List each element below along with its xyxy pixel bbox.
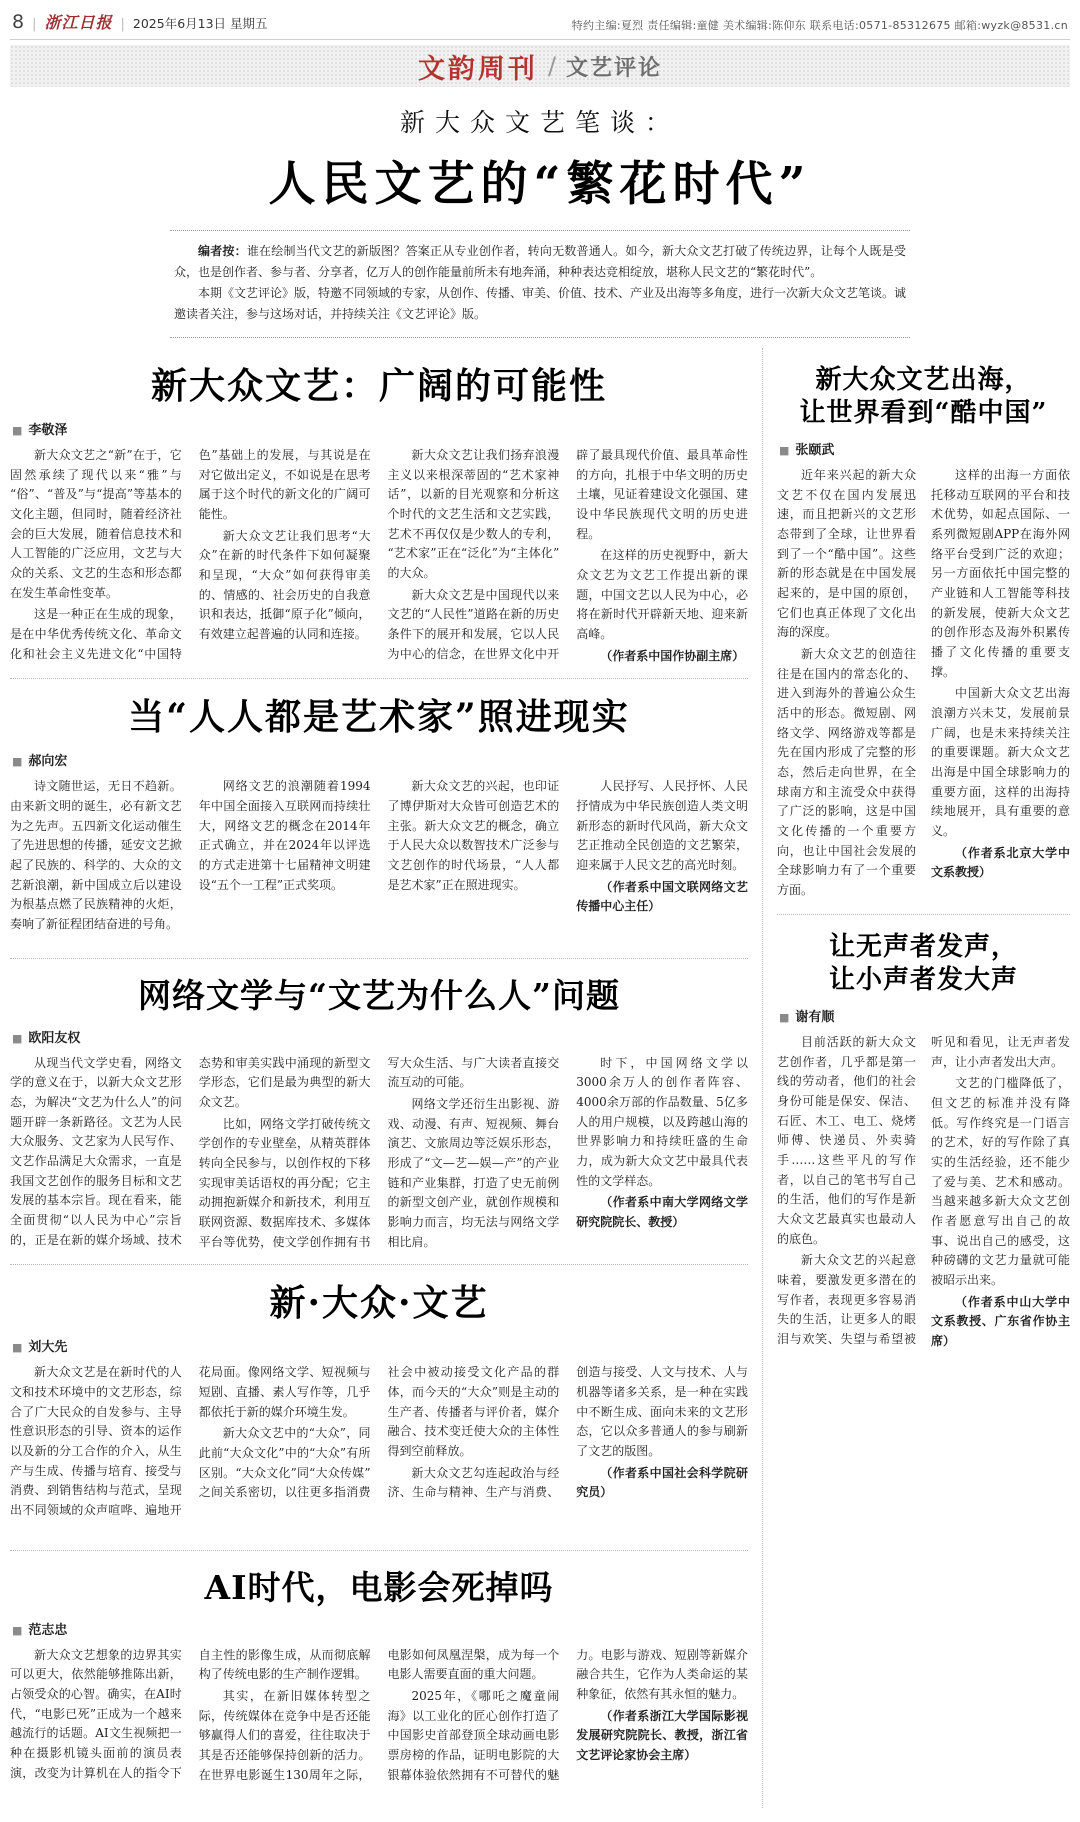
weekly-title: 文韵周刊 — [417, 53, 538, 85]
main-content — [10, 348, 1070, 1808]
editor-note-p2: 本期《文艺评论》版，特邀不同领域的专家，从创作、传播、审美、价值、技术、产业及出海等多角度，进行一次新大众文艺笔谈。诚邀读者关注，参与这场对话，并持续关注《文艺评论》版。 — [174, 286, 907, 321]
author-name: 谢有顺 — [795, 1010, 835, 1025]
left-region — [10, 348, 762, 1808]
article-byline — [12, 750, 748, 769]
staff-line: 特约主编:夏烈 责任编辑:童健 美术编辑:陈仰东 联系电话:0571-85312675 邮箱:wyzk@8531.cn — [571, 19, 1068, 32]
banner-slash: / — [547, 52, 557, 80]
article-title: 网络文学与“文艺为什么人”问题 — [138, 976, 620, 1016]
author-attribution: （作者系中南大学网络文学研究院院长、教授） — [576, 1195, 748, 1230]
body-paragraph: 新大众文艺是中国现代以来文艺的“人民性”道路在新的历史条件下的展开和发展，它以人民为中心的信念，在世界文化中开辟了最具现代价值、最具革命性的方向，扎根于中华文明的历史土壤，见证着建设文化强国、建设中华民族现代文明的历史进程。 — [387, 448, 748, 661]
article-byline — [779, 439, 1070, 458]
article-byline — [779, 1006, 1070, 1025]
body-paragraph: 新大众文艺让我们思考“大众”在新的时代条件下如何凝聚和呈现，“大众”如何获得审美的、情感的、社会历史的自我意识和表达，抵御“原子化”倾向，有效建立起普遍的认同和连接。 — [198, 528, 371, 642]
body-paragraph: 目前活跃的新大众文艺创作者，几乎都是第一线的劳动者，他们的社会身份可能是保安、保洁、石匠、木工、电工、烧烤师傅、快递员、外卖骑手……这些平凡的写作者，以自己的笔书写自己的生活，他们的写作是新大众文艺最真实也最动人的底色。 — [777, 1035, 916, 1246]
article-new-mass-art-possibility — [10, 348, 748, 678]
body-paragraph: 近年来兴起的新大众文艺不仅在国内发展迅速，而且把新兴的文艺形态带到了全球，让世界看到了一个“酷中国”。这些新的形态就是在中国发展起来的，是中国的原创，它们也真正体现了文化出海的深度。 — [777, 468, 916, 640]
body-paragraph: 2025年，《哪吒之魔童闹海》以工业化的匠心创作打造了中国影史首部登顶全球动画电影票房榜的作品，证明电影院的大银幕体验依然拥有不可替代的魅力。电影与游戏、短剧等新媒介融合共生，它作为人类命运的某种象征，依然有其永恒的魅力。 — [387, 1647, 748, 1782]
author-name: 郝向宏 — [28, 754, 68, 770]
article-body — [777, 466, 1070, 901]
article-body — [10, 446, 748, 666]
article-body — [10, 1363, 748, 1520]
author-name: 刘大先 — [28, 1340, 68, 1356]
body-paragraph: 中国新大众文艺出海浪潮方兴未艾，发展前景广阔，也是未来持续关注的重要课题。新大众文艺出海是中国全球影响力的重要方面，这样的出海持续地展开，具有重要的意义。 — [931, 686, 1070, 839]
article-title-line1: 新大众文艺出海， — [815, 365, 1032, 395]
body-paragraphs — [10, 446, 748, 666]
byline-marker-icon: ■ — [12, 755, 23, 769]
byline-marker-icon: ■ — [12, 1341, 23, 1355]
article-new-mass-art — [10, 1264, 748, 1550]
masthead-logo: 浙江日报 — [44, 13, 113, 32]
article-title: 当“人人都是艺术家”照进现实 — [128, 696, 630, 739]
article-byline — [12, 1619, 748, 1638]
author-attribution: （作者系北京大学中文系教授） — [931, 845, 1070, 880]
article-body — [10, 777, 748, 934]
byline-marker-icon: ■ — [779, 444, 790, 457]
page-number: 8 — [12, 11, 25, 33]
body-paragraph: 诗文随世运，无日不趋新。由来新文明的诞生，必有新文艺为之先声。五四新文化运动催生了先进思想的传播，延安文艺掀起了民族的、科学的、大众的文艺新浪潮，新中国成立后以建设为根基点燃了民族精神的火炬，奏响了新征程团结奋进的号角。 — [10, 779, 182, 932]
article-title-line1: 让无声者发声， — [828, 932, 1018, 962]
page-header-left — [12, 10, 268, 33]
article-everyone-is-artist — [10, 678, 748, 958]
article-voice-for-voiceless — [777, 914, 1070, 1614]
byline-marker-icon: ■ — [779, 1011, 790, 1024]
article-title: AI时代，电影会死掉吗 — [204, 1568, 554, 1608]
body-paragraph: 比如，网络文学打破传统文学创作的专业壁垒，从精英群体转向全民参与，以创作权的下移实现审美话语权的再分配；它主动拥抱新媒介和新技术，利用互联网资源、数据库技术、多媒体平台等优势，使文学创作拥有书写大众生活、与广大读者直接交流互动的可能。 — [198, 1055, 560, 1249]
article-title-line2: 让小声者发大声 — [828, 964, 1018, 995]
article-body — [10, 1646, 748, 1786]
article-title — [777, 364, 1070, 429]
body-paragraph: 时下，中国网络文学以3000余万人的创作者阵容、4000余万部的作品数量、5亿多人的用户规模，以及跨越山海的世界影响力和持续旺盛的生命力，成为新大众文艺中最具代表性的文学样态。 — [576, 1055, 748, 1188]
body-paragraph: 人民抒写、人民抒怀、人民抒情成为中华民族创造人类文明新形态的新时代风尚，新大众文艺正推动全民创造的文艺繁荣，迎来属于人民文艺的高光时刻。 — [576, 779, 748, 873]
article-body — [10, 1054, 748, 1253]
page-date: 2025年6月13日 星期五 — [132, 16, 268, 31]
article-byline — [12, 1336, 748, 1355]
body-paragraph: 从现当代文学史看，网络文学的意义在于，以新大众文艺形态，为解决“文艺为什么人”的问题开辟一条新路径。文艺为人民大众服务、文艺家为人民写作、文艺作品满足大众需求，一直是我国文艺创作的服务目标和文艺发展的基本宗旨。现在看来，能全面贯彻“以人民为中心”宗旨的，正是在新的媒介场域、技术态势和审美实践中涌现的新型文学形态，它们是最为典型的新大众文艺。 — [10, 1055, 371, 1247]
author-name: 李敬泽 — [28, 423, 68, 438]
byline-marker-icon: ■ — [12, 424, 23, 437]
page-header — [10, 6, 1070, 40]
editor-note-text: 谁在绘制当代文艺的新版图？答案正从专业创作者，转向无数普通人。如今，新大众文艺打破了传统边界，让每个人既是受众，也是创作者、参与者、分享者，亿万人的创作能量前所未有地奔涌，种种表达竞相绽放，堪称人民文艺的“繁花时代”。 — [174, 244, 906, 279]
body-paragraph: 新大众文艺想象的边界其实可以更大，依然能够推陈出新，占领受众的心智。确实，在AI时代，“电影已死”正成为一个越来越流行的话题。AI文生视频把一种在摄影机镜头面前的演员表演，改变为计算机在人的指令下自主性的影像生成，从而彻底解构了传统电影的生产制作逻辑。 — [10, 1647, 371, 1780]
author-attribution: （作者系中国社会科学院研究员） — [576, 1465, 748, 1500]
article-title: 新·大众·文艺 — [269, 1282, 489, 1325]
body-paragraph: 新大众文艺的兴起，也印证了博伊斯对大众皆可创造艺术的主张。新大众文艺的概念，确立于人民大众以数智技术广泛参与文艺创作的时代场景，“人人都是艺术家”正在照进现实。 — [387, 779, 560, 892]
article-title-line2: 让世界看到“酷中国” — [799, 397, 1048, 428]
author-name: 范志忠 — [28, 1622, 68, 1638]
article-body — [777, 1033, 1070, 1352]
editor-note-p1 — [174, 241, 906, 283]
body-paragraph: 新大众文艺是在新时代的人文和技术环境中的文艺形态，综合了广大民众的自发参与、主导性意识形态的引导、资本的运作以及新的分工合作的介入，从生产与生成、传播与培育、接受与消费、到销售结构与范式，呈现出不同领域的众声喧哗、遍地开花局面。像网络文学、短视频与短剧、直播、素人写作等，几乎都依托于新的媒介环境生发。 — [10, 1365, 371, 1518]
body-paragraph: 新大众文艺的兴起意味着，要激发更多潜在的写作者，表现更多容易消失的生活，让更多人的眼泪与欢笑、失望与希望被听见和看见，让无声者发声，让小声者发出大声。 — [777, 1035, 1070, 1347]
author-attribution: （作者系中国文联网络文艺传播中心主任） — [576, 879, 748, 914]
article-going-global-cool-china — [777, 348, 1070, 914]
author-name: 张颐武 — [795, 443, 835, 458]
article-ai-era-cinema — [10, 1550, 748, 1808]
right-region — [762, 348, 1070, 1808]
article-title — [777, 931, 1070, 996]
article-byline — [12, 419, 748, 438]
section-banner — [10, 45, 1070, 87]
article-title: 新大众文艺：广阔的可能性 — [150, 365, 607, 407]
article-byline — [12, 1027, 748, 1046]
lead-title: 人民文艺的“繁花时代” — [268, 157, 812, 212]
body-paragraphs — [777, 466, 1070, 901]
header-divider: | — [32, 17, 37, 32]
lead-kicker: 新大众文艺笔谈： — [399, 108, 680, 137]
header-divider: | — [120, 17, 125, 32]
author-attribution: （作者系中国作协副主席） — [600, 648, 745, 663]
author-name: 欧阳友权 — [28, 1030, 81, 1046]
body-paragraph: 网络文学还衍生出影视、游戏、动漫、有声、短视频、舞台演艺、文旅周边等泛娱乐形态，形成了“文—艺—娱—产”的产业链和产业集群，打造了史无前例的新型文创产业，就创作规模和影响力而言，均无法与网络文学相比肩。 — [387, 1096, 560, 1249]
byline-marker-icon: ■ — [12, 1031, 23, 1045]
body-paragraph: 新大众文艺中的“大众”，同此前“大众文化”中的“大众”有所区别。“大众文化”同“大众传媒”之间关系密切，以往更多指消费社会中被动接受文化产品的群体，而今天的“大众”则是主动的生产者、传播者与评价者，媒介融合、技术变迁使大众的主体性得到空前释放。 — [198, 1365, 560, 1500]
body-paragraph: 这是一种正在生成的现象，是在中华优秀传统文化、革命文化和社会主义先进文化“中国特色”基础上的发展，与其说是在对它做出定义，不如说是在思考属于这个时代的新文化的广阔可能性。 — [10, 448, 371, 661]
body-paragraph: 这样的出海一方面依托移动互联网的平台和技术优势，如起点国际、一系列微短剧APP在海外网络平台受到广泛的欢迎；另一方面依托中国完整的产业链和人工智能等科技的新发展，使新大众文艺的创作形态及海外积累传播了文化传播的重要支撑。 — [931, 468, 1070, 679]
body-paragraph: 新大众文艺勾连起政治与经济、生命与精神、生产与消费、创造与接受、人文与技术、人与机器等诸多关系，是一种在实践中不断生成、面向未来的文艺形态，它以众多普通人的参与刷新了文艺的版图。 — [387, 1365, 748, 1500]
byline-marker-icon: ■ — [12, 1623, 23, 1637]
article-web-literature — [10, 958, 748, 1264]
body-paragraph: 文艺的门槛降低了，但文艺的标准并没有降低。写作终究是一门语言的艺术，好的写作除了真实的生活经验，还不能少了爱与美、艺术和感动。当越来越多新大众文艺创作者愿意写出自己的故事、说出自己的感受，这种磅礴的文艺力量就可能被昭示出来。 — [931, 1076, 1070, 1288]
author-attribution: （作者系中山大学中文系教授、广东省作协主席） — [931, 1294, 1070, 1349]
body-paragraph: 其实，在新旧媒体转型之际，传统媒体在竞争中是否还能够赢得人们的喜爱，往往取决于其是否还能够保持创新的活力。在世界电影诞生130周年之际，电影如何凤凰涅槃，成为每一个电影人需要直面的重大问题。 — [198, 1647, 560, 1782]
body-paragraph: 新大众文艺之“新”在于，它固然承续了现代以来“雅”与“俗”、“普及”与“提高”等基本的文化主题，但同时，随着经济社会的巨大发展，随着信息技术和人工智能的广泛应用，文艺与大众的关系、文艺的生态和形态都在发生革命性变革。 — [10, 448, 182, 600]
editor-note-label: 编者按： — [198, 244, 247, 258]
body-paragraph: 网络文艺的浪潮随着1994年中国全面接入互联网而持续壮大，网络文艺的概念在2014年正式确立，并在2024年以评选的方式走进第十七届精神文明建设“五个一工程”正式奖项。 — [198, 779, 371, 892]
lead-headline — [10, 103, 1070, 214]
author-attribution: （作者系浙江大学国际影视发展研究院院长、教授，浙江省文艺评论家协会主席） — [576, 1708, 748, 1762]
body-paragraph: 在这样的历史视野中，新大众文艺为文艺工作提出新的课题，中国文艺以人民为中心，必将在新时代开辟新天地、迎来新高峰。 — [576, 548, 748, 642]
body-paragraph: 新大众文艺让我们扬弃浪漫主义以来根深蒂固的“艺术家神话”，以新的目光观察和分析这个时代的文艺生活和文艺实践，艺术不再仅仅是少数人的专利，“艺术家”正在“泛化”为“主体化”的大众。 — [387, 448, 560, 581]
editor-note — [170, 230, 910, 338]
section-title: 文艺评论 — [566, 55, 663, 81]
body-paragraph: 新大众文艺的创造往往是在国内的常态化的、进入到海外的普遍公众生活中的形态。微短剧、网络文学、网络游戏等都是先在国内形成了完整的形态，然后走向世界，在全球南方和主流受众中获得了广泛的影响，这是中国文化传播的一个重要方向，也让中国社会发展的全球影响力有了一个重要方面。 — [777, 647, 916, 898]
